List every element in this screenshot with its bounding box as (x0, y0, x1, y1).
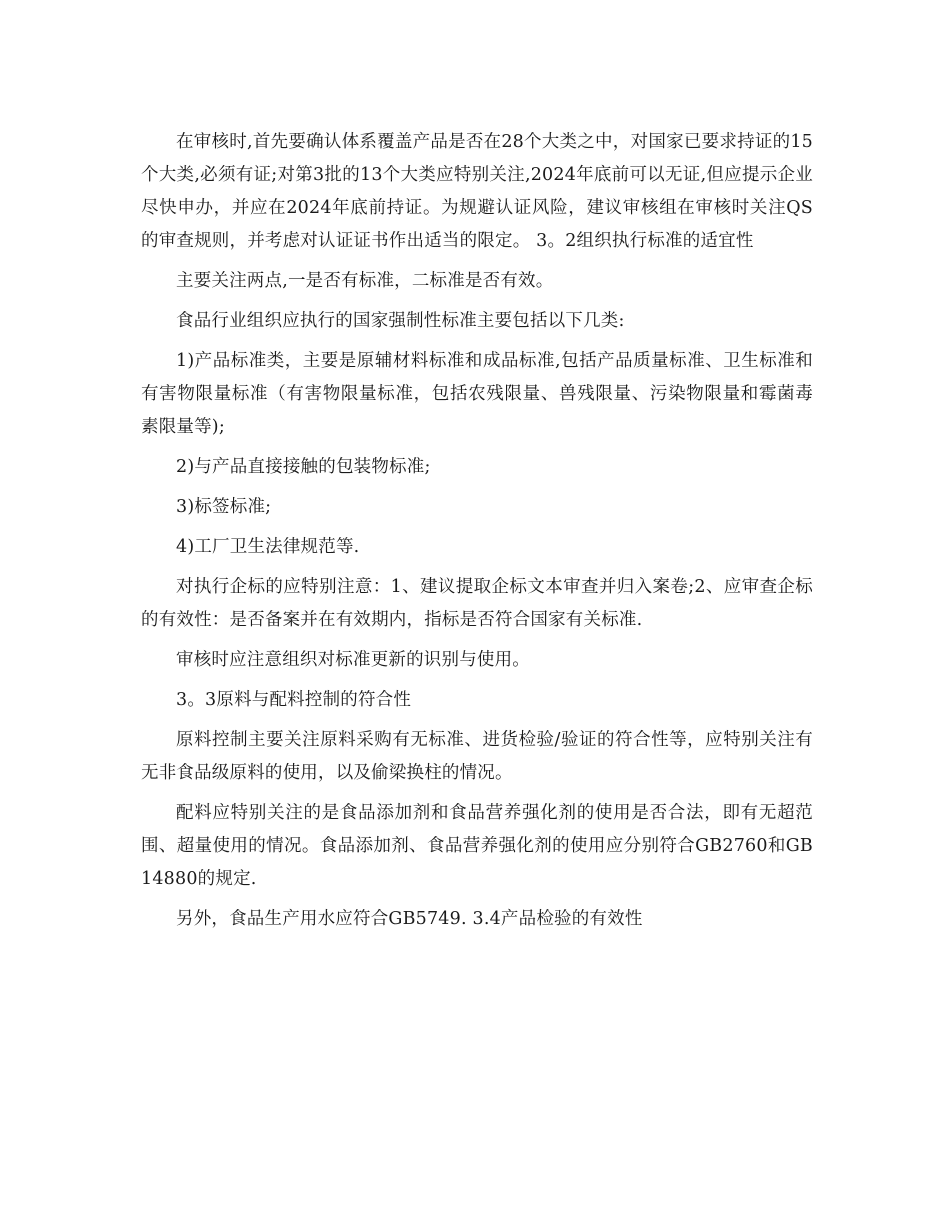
paragraph-water-and-inspection: 另外，食品生产用水应符合GB5749. 3.4产品检验的有效性 (176, 909, 643, 929)
list-item-factory-hygiene: 4)工厂卫生法律规范等. (176, 537, 360, 557)
list-item-label-standards: 3)标签标准; (176, 497, 272, 517)
list-item-packaging-standards: 2)与产品直接接触的包装物标准; (176, 457, 431, 477)
document-body (141, 126, 813, 943)
paragraph-certification-scope: 在审核时,首先要确认体系覆盖产品是否在28个大类之中，对国家已要求持证的15个大类,必须有证;对第3批的13个大类应特别关注,2024年底前可以无证,但应提示企业尽快申办，并应在2024年底前持证。为规避认证风险，建议审核组在审核时关注QS的审查规则，并考虑对认证证书作出适当的限定。 3。2组织执行标准的适宜性 (141, 132, 813, 251)
section-heading-materials: 3。3原料与配料控制的符合性 (176, 690, 412, 710)
list-item-product-standards: 1)产品标准类，主要是原辅材料标准和成品标准,包括产品质量标准、卫生标准和有害物限量标准（有害物限量标准，包括农残限量、兽残限量、污染物限量和霉菌毒素限量等); (141, 351, 813, 437)
paragraph-focus-points: 主要关注两点,一是否有标准，二标准是否有效。 (176, 271, 554, 291)
paragraph-mandatory-standards-intro: 食品行业组织应执行的国家强制性标准主要包括以下几类: (176, 311, 625, 331)
paragraph-additives: 配料应特别关注的是食品添加剂和食品营养强化剂的使用是否合法，即有无超范围、超量使用的情况。食品添加剂、食品营养强化剂的使用应分别符合GB2760和GB14880的规定. (141, 803, 813, 889)
paragraph-raw-material-control: 原料控制主要关注原料采购有无标准、进货检验/验证的符合性等，应特别关注有无非食品级原料的使用，以及偷梁换柱的情况。 (141, 730, 813, 783)
paragraph-standard-updates: 审核时应注意组织对标准更新的识别与使用。 (176, 650, 530, 670)
paragraph-enterprise-standards: 对执行企标的应特别注意：1、建议提取企标文本审查并归入案卷;2、应审查企标的有效性：是否备案并在有效期内，指标是否符合国家有关标准. (141, 577, 813, 630)
